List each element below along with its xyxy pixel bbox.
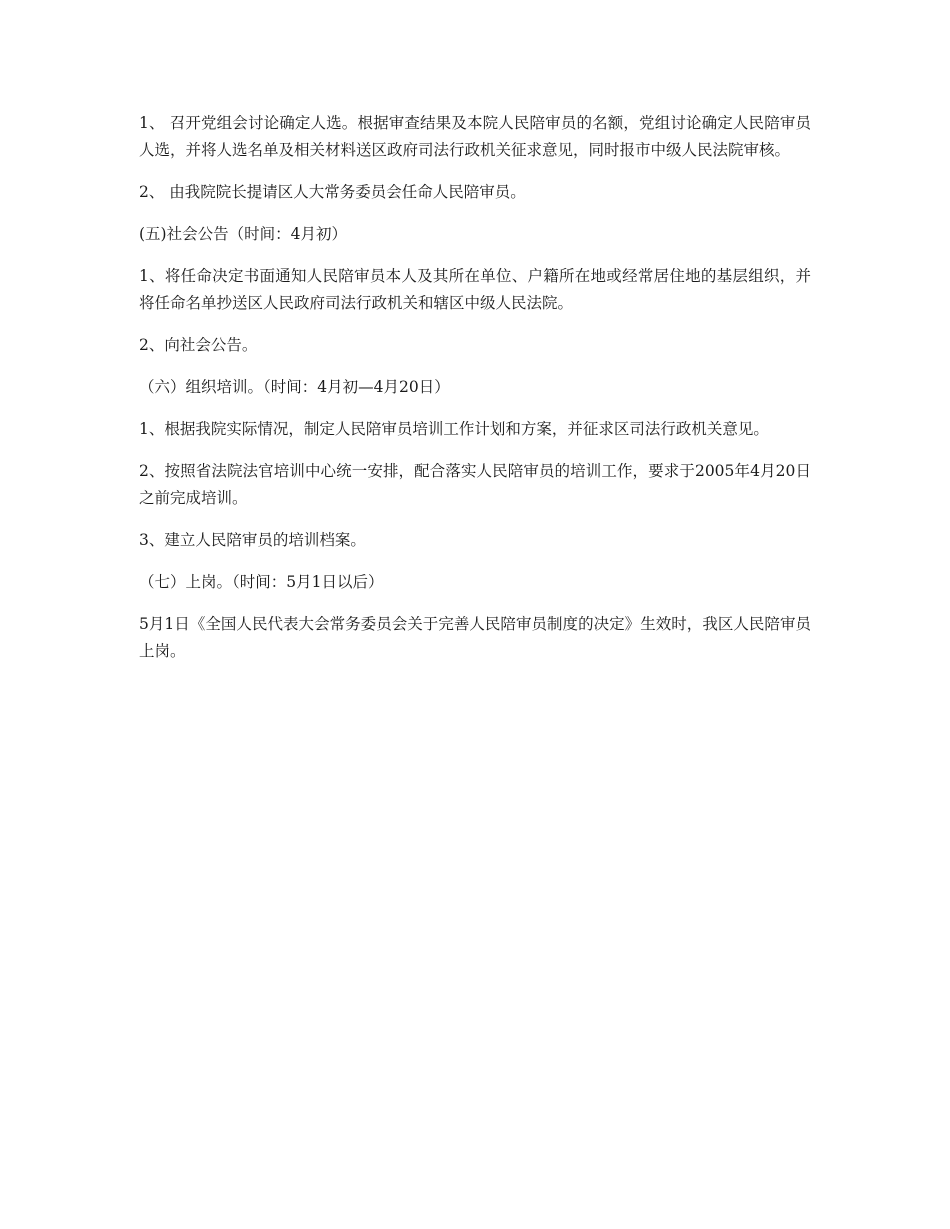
paragraph-training-1: 1、根据我院实际情况，制定人民陪审员培训工作计划和方案，并征求区司法行政机关意见。	[139, 420, 769, 438]
section-heading-onboarding: （七）上岗。（时间：5月1日以后）	[139, 573, 384, 591]
document-body	[139, 110, 811, 680]
section-heading-training: （六）组织培训。（时间：4月初—4月20日）	[139, 378, 450, 396]
paragraph-training-2: 2、按照省法院法官培训中心统一安排，配合落实人民陪审员的培训工作，要求于2005年4月20日之前完成培训。	[139, 462, 811, 507]
section-heading-public-notice: (五)社会公告（时间：4月初）	[139, 225, 347, 243]
paragraph-onboarding: 5月1日《全国人民代表大会常务委员会关于完善人民陪审员制度的决定》生效时，我区人民陪审员上岗。	[139, 615, 811, 660]
paragraph-step-2-appointment: 2、 由我院院长提请区人大常务委员会任命人民陪审员。	[139, 183, 526, 201]
paragraph-training-3: 3、建立人民陪审员的培训档案。	[139, 531, 366, 549]
paragraph-notice-2: 2、向社会公告。	[139, 336, 258, 354]
paragraph-step-1-party-meeting: 1、 召开党组会讨论确定人选。根据审查结果及本院人民陪审员的名额，党组讨论确定人民陪审员人选，并将人选名单及相关材料送区政府司法行政机关征求意见，同时报市中级人民法院审核。	[139, 114, 811, 159]
paragraph-notice-1: 1、将任命决定书面通知人民陪审员本人及其所在单位、户籍所在地或经常居住地的基层组织，并将任命名单抄送区人民政府司法行政机关和辖区中级人民法院。	[139, 267, 811, 312]
